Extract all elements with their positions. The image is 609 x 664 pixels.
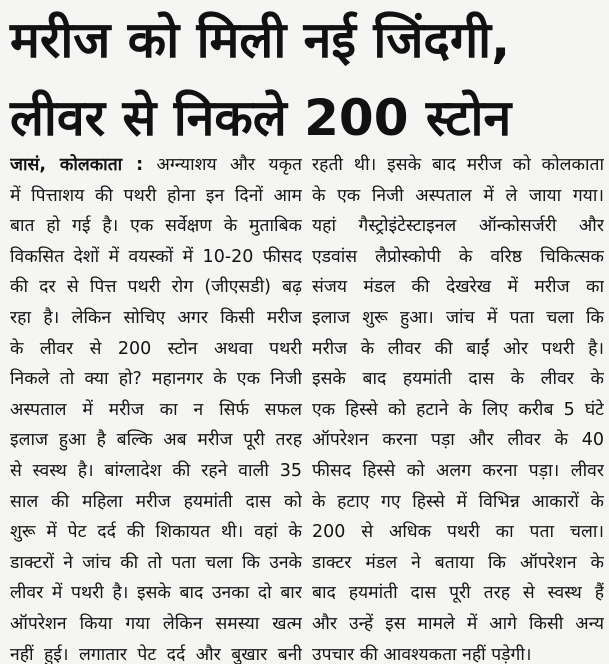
article-line — [10, 150, 302, 181]
article-line-text: अग्न्याशय और यकृत — [143, 155, 302, 175]
article-line: इसके बाद हयमांती दास के लीवर के — [312, 369, 604, 390]
article-line: 200 से अधिक पथरी का पता चला। — [312, 522, 604, 543]
article-line: इलाज शुरू हुआ। जांच में पता चला कि — [312, 307, 604, 328]
article-line: की दर से पित्त पथरी रोग (जीएसडी) बढ़ — [10, 277, 302, 298]
article-line: नहीं हुई। लगातार पेट दर्द और बुखार बनी — [10, 644, 302, 664]
article-line: बात हो गई है। एक सर्वेक्षण के मुताबिक — [10, 216, 302, 237]
article-line: इलाज हुआ है बल्कि अब मरीज पूरी तरह — [10, 430, 302, 451]
article-line: ऑपरेशन किया गया लेकिन समस्या खत्म — [10, 613, 302, 634]
article-line: डाक्टरों ने जांच की तो पता चला कि उनके — [10, 552, 302, 573]
article-line: एडवांस लैप्रोस्कोपी के वरिष्ठ चिकित्सक — [312, 246, 604, 267]
article-line: के हटाए गए हिस्से में विभिन्न आकारों के — [312, 491, 604, 512]
article-line: डाक्टर मंडल ने बताया कि ऑपरेशन के — [312, 552, 604, 573]
article-line: में पित्ताशय की पथरी होना इन दिनों आम — [10, 185, 302, 206]
article-line: अस्पताल में मरीज का न सिर्फ सफल — [10, 399, 302, 420]
article-line: और उन्हें इस मामले में आगे किसी अन्य — [312, 613, 604, 634]
article-line: साल की महिला मरीज हयमांती दास को — [10, 491, 302, 512]
dateline: जासं, कोलकाता : — [10, 155, 144, 175]
article-line: लीवर में पथरी है। इसके बाद उनका दो बार — [10, 583, 302, 604]
article-line: उपचार की आवश्यकता नहीं पड़ेगी। — [312, 644, 532, 664]
article-line: संजय मंडल की देखरेख में मरीज का — [312, 277, 604, 298]
article-line: के एक निजी अस्पताल में ले जाया गया। — [312, 185, 604, 206]
article-line: विकसित देशों में वयस्कों में 10-20 फीसद — [10, 246, 302, 267]
article-line: एक हिस्से को हटाने के लिए करीब 5 घंटे — [312, 399, 604, 420]
article-line: रहा है। लेकिन सोचिए अगर किसी मरीज — [10, 307, 302, 328]
article-line: ऑपरेशन करना पड़ा और लीवर के 40 — [312, 430, 604, 451]
article-line: यहां गैस्ट्रोइंटेस्टाइनल ऑन्कोसर्जरी और — [312, 216, 604, 237]
article-line: रहती थी। इसके बाद मरीज को कोलकाता — [312, 155, 604, 175]
article-column-left — [10, 150, 302, 664]
article-line: बाद हयमांती दास पूरी तरह से स्वस्थ हैं — [312, 583, 604, 604]
article-column-right — [312, 150, 604, 664]
headline-line-1: मरीज को मिली नई जिंदगी, — [10, 11, 511, 69]
article-line: फीसद हिस्से को अलग करना पड़ा। लीवर — [312, 460, 604, 481]
article-line: से स्वस्थ है। बांग्लादेश की रहने वाली 35 — [10, 460, 302, 481]
article-line: मरीज के लीवर की बाईं ओर पथरी है। — [312, 338, 604, 359]
headline-line-2: लीवर से निकले 200 स्टोन — [10, 89, 512, 147]
article-line: शुरू में पेट दर्द की शिकायत थी। वहां के — [10, 522, 302, 543]
article-line: के लीवर से 200 स्टोन अथवा पथरी — [10, 338, 302, 359]
article-line: निकले तो क्या हो? महानगर के एक निजी — [10, 369, 302, 390]
